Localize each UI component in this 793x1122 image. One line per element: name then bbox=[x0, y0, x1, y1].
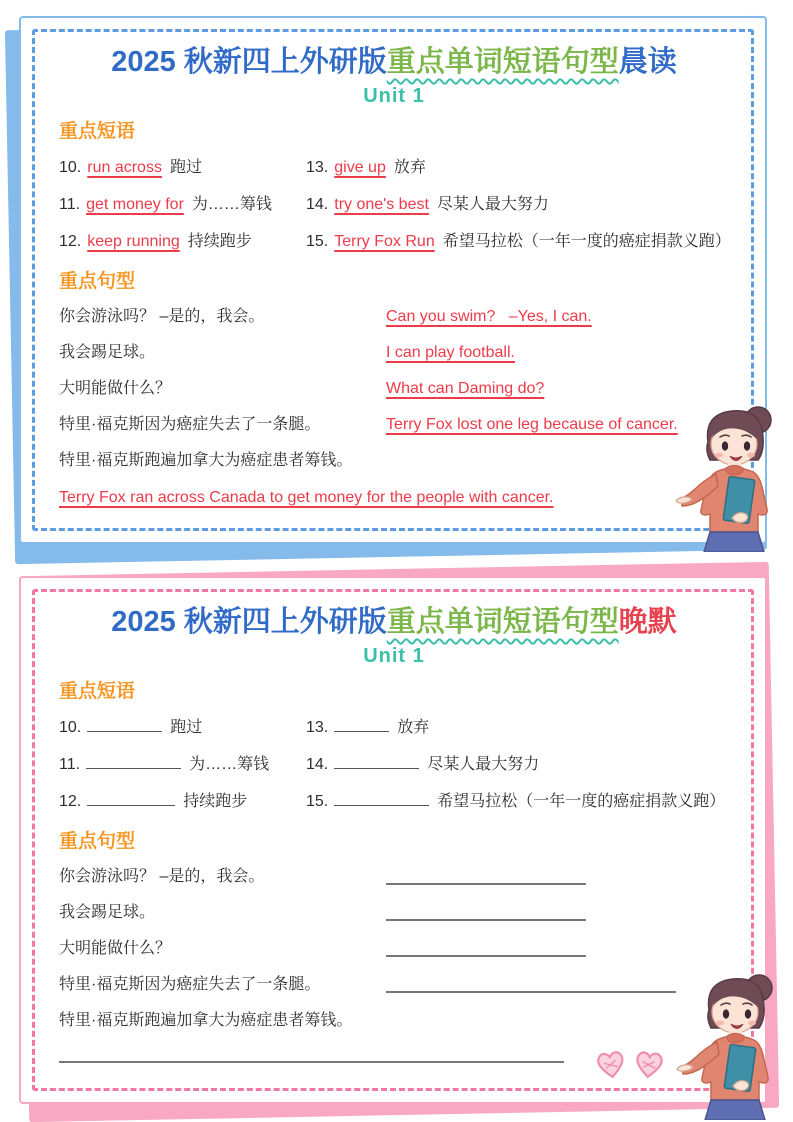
phrase-number: 14. bbox=[306, 756, 329, 773]
phrase-number: 10. bbox=[59, 719, 82, 736]
sentence-row bbox=[59, 335, 729, 371]
sentence-english: Can you swim? –Yes, I can. bbox=[386, 308, 592, 325]
sentence-row bbox=[59, 443, 729, 479]
title-segment-suffix: 晨读 bbox=[618, 46, 677, 78]
unit-label: Unit 1 bbox=[363, 645, 425, 667]
sentence-row bbox=[59, 407, 729, 443]
teacher-illustration bbox=[671, 970, 793, 1120]
phrase-chinese: 持续跑步 bbox=[183, 793, 248, 810]
sentence-chinese: 特里·福克斯跑遍加拿大为癌症患者筹钱。 bbox=[59, 1012, 353, 1029]
phrase-chinese: 放弃 bbox=[397, 719, 430, 736]
phrase-chinese: 为……筹钱 bbox=[191, 196, 272, 213]
phrase-item bbox=[306, 746, 729, 783]
long-answer-line bbox=[59, 1061, 564, 1063]
title-segment-blue: 2025 秋新四上外研版 bbox=[111, 46, 387, 78]
title-segment-green: 重点单词短语句型 bbox=[386, 606, 619, 638]
hearts-decoration bbox=[595, 1050, 665, 1080]
sentence-chinese: 你会游泳吗？ –是的，我会。 bbox=[59, 308, 265, 325]
sentence-english: Terry Fox lost one leg because of cancer. bbox=[386, 416, 678, 433]
phrase-chinese: 跑过 bbox=[170, 719, 203, 736]
phrase-item bbox=[59, 186, 306, 223]
phrase-chinese: 持续跑步 bbox=[187, 233, 252, 250]
sentence-list bbox=[59, 859, 729, 1063]
phrase-chinese: 为……筹钱 bbox=[189, 756, 270, 773]
sentences-header: 重点句型 bbox=[59, 831, 136, 852]
sentence-chinese: 特里·福克斯因为癌症失去了一条腿。 bbox=[59, 976, 321, 993]
phrase-chinese: 跑过 bbox=[169, 159, 202, 176]
phrase-number: 13. bbox=[306, 719, 329, 736]
title-segment-suffix: 晚默 bbox=[618, 606, 677, 638]
answer-blank bbox=[86, 753, 181, 769]
phrase-item bbox=[306, 783, 729, 820]
sentence-row bbox=[59, 931, 729, 967]
sentence-blank-line bbox=[386, 919, 586, 921]
phrase-english: try one's best bbox=[334, 196, 429, 213]
full-sentence-row bbox=[59, 480, 729, 516]
heart-icon bbox=[632, 1048, 667, 1081]
phrase-item bbox=[306, 186, 731, 223]
page-title bbox=[59, 42, 729, 82]
card bbox=[19, 576, 767, 1104]
phrase-item bbox=[59, 783, 306, 820]
answer-blank bbox=[334, 716, 389, 732]
teacher-illustration bbox=[670, 402, 792, 552]
answer-blank bbox=[334, 753, 419, 769]
phrase-number: 11. bbox=[59, 756, 81, 773]
phrase-item bbox=[59, 746, 306, 783]
phrase-item bbox=[306, 709, 729, 746]
sentence-chinese: 我会踢足球。 bbox=[59, 344, 156, 361]
phrase-item bbox=[306, 149, 731, 186]
phrase-chinese: 希望马拉松（一年一度的癌症捐款义跑） bbox=[442, 233, 731, 250]
phrase-english: get money for bbox=[86, 196, 184, 213]
phrase-number: 14. bbox=[306, 196, 329, 213]
sentence-row bbox=[59, 1003, 729, 1039]
phrase-chinese: 希望马拉松（一年一度的癌症捐款义跑） bbox=[437, 793, 726, 810]
card bbox=[19, 16, 767, 544]
sentence-blank-line bbox=[386, 883, 586, 885]
phrase-item bbox=[306, 223, 731, 260]
sentence-chinese: 你会游泳吗？ –是的，我会。 bbox=[59, 868, 265, 885]
title-segment-green: 重点单词短语句型 bbox=[386, 46, 619, 78]
full-sentence-english: Terry Fox ran across Canada to get money for the people with cancer. bbox=[59, 489, 554, 506]
sentences-header: 重点句型 bbox=[59, 271, 136, 292]
answer-blank bbox=[334, 790, 429, 806]
phrase-chinese: 放弃 bbox=[393, 159, 426, 176]
sentence-list bbox=[59, 299, 729, 516]
sentence-row bbox=[59, 895, 729, 931]
phrase-number: 13. bbox=[306, 159, 329, 176]
sentence-row bbox=[59, 859, 729, 895]
sentence-row bbox=[59, 371, 729, 407]
phrase-english: give up bbox=[334, 159, 386, 176]
sentence-chinese: 我会踢足球。 bbox=[59, 904, 156, 921]
answer-blank bbox=[87, 790, 175, 806]
panel-morning-reading bbox=[19, 16, 767, 544]
sentence-chinese: 特里·福克斯因为癌症失去了一条腿。 bbox=[59, 416, 321, 433]
phrase-grid bbox=[59, 709, 729, 820]
sentence-english: I can play football. bbox=[386, 344, 515, 361]
phrase-chinese: 尽某人最大努力 bbox=[427, 756, 540, 773]
phrase-item bbox=[59, 149, 306, 186]
unit-label: Unit 1 bbox=[363, 85, 425, 107]
panel-content bbox=[59, 42, 729, 516]
title-segment-blue: 2025 秋新四上外研版 bbox=[111, 606, 387, 638]
panel-evening-dictation bbox=[19, 576, 767, 1104]
phrase-number: 15. bbox=[306, 793, 329, 810]
phrase-number: 10. bbox=[59, 159, 82, 176]
page-title bbox=[59, 602, 729, 642]
sentence-chinese: 大明能做什么？ bbox=[59, 940, 172, 957]
phrase-item bbox=[59, 223, 306, 260]
phrase-item bbox=[59, 709, 306, 746]
sentence-row bbox=[59, 967, 729, 1003]
phrase-english: Terry Fox Run bbox=[334, 233, 435, 250]
phrase-number: 15. bbox=[306, 233, 329, 250]
sentence-blank-line bbox=[386, 955, 586, 957]
phrase-number: 12. bbox=[59, 793, 82, 810]
phrases-header: 重点短语 bbox=[59, 681, 136, 702]
sentence-blank-line bbox=[386, 991, 676, 993]
heart-icon bbox=[593, 1048, 629, 1082]
sentence-row bbox=[59, 299, 729, 335]
panel-content bbox=[59, 602, 729, 1063]
sentence-chinese: 特里·福克斯跑遍加拿大为癌症患者筹钱。 bbox=[59, 452, 353, 469]
sentence-chinese: 大明能做什么？ bbox=[59, 380, 172, 397]
phrase-chinese: 尽某人最大努力 bbox=[436, 196, 549, 213]
phrases-header: 重点短语 bbox=[59, 121, 136, 142]
phrase-english: keep running bbox=[87, 233, 180, 250]
answer-blank bbox=[87, 716, 162, 732]
phrase-english: run across bbox=[87, 159, 162, 176]
phrase-number: 12. bbox=[59, 233, 82, 250]
sentence-english: What can Daming do? bbox=[386, 380, 545, 397]
phrase-number: 11. bbox=[59, 196, 81, 213]
phrase-grid bbox=[59, 149, 729, 260]
